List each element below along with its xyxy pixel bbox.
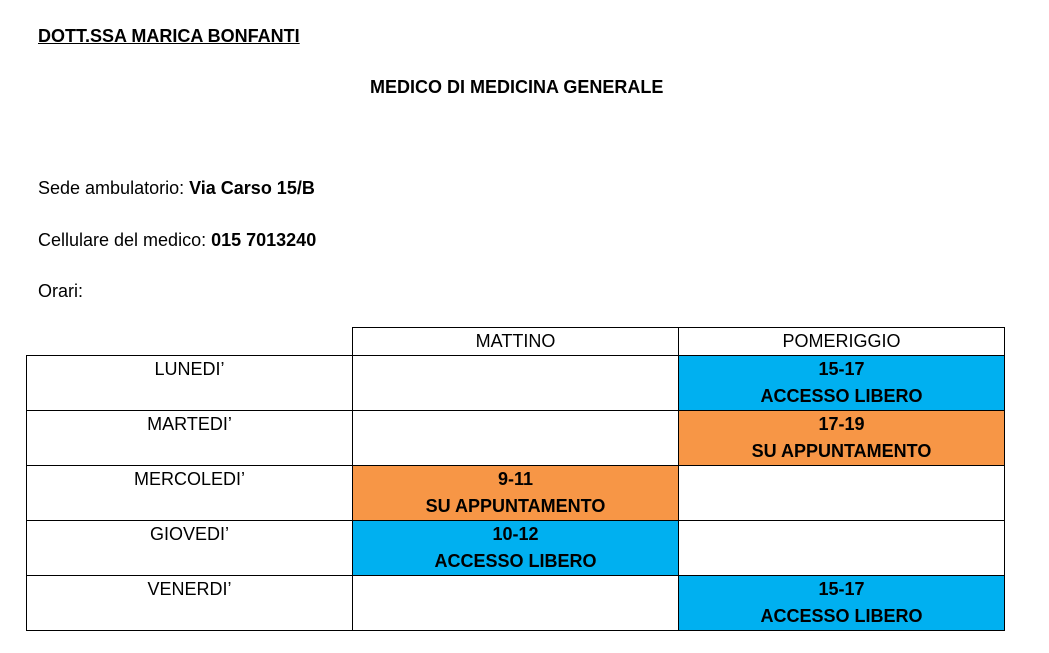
sede-value: Via Carso 15/B: [189, 178, 315, 198]
slot-mattino: [353, 356, 679, 411]
slot-mode: ACCESSO LIBERO: [760, 386, 923, 406]
schedule-table: [26, 327, 1005, 631]
schedule-row-mercoledi: [27, 466, 1005, 521]
day-label: MERCOLEDI’: [27, 466, 353, 521]
slot-mode: SU APPUNTAMENTO: [751, 441, 932, 461]
sede-line: [38, 178, 315, 199]
slot-pomeriggio: [679, 356, 1005, 411]
slot-mattino: [353, 521, 679, 576]
slot-pomeriggio: [679, 411, 1005, 466]
cellulare-line: [38, 230, 316, 251]
day-label: GIOVEDI’: [27, 521, 353, 576]
sede-label: Sede ambulatorio:: [38, 178, 190, 198]
cellulare-label: Cellulare del medico:: [38, 230, 212, 250]
column-header-pomeriggio: POMERIGGIO: [679, 328, 1005, 356]
schedule-row-lunedi: [27, 356, 1005, 411]
column-header-mattino: MATTINO: [353, 328, 679, 356]
slot-mode: ACCESSO LIBERO: [434, 551, 597, 571]
slot-time: 9-11: [497, 469, 534, 489]
corner-cell: [27, 328, 353, 356]
slot-mode: SU APPUNTAMENTO: [425, 496, 606, 516]
day-label: MARTEDI’: [27, 411, 353, 466]
schedule-row-venerdi: [27, 576, 1005, 631]
orari-label: Orari:: [38, 281, 83, 301]
cellulare-value: 015 7013240: [211, 230, 317, 250]
schedule-header-row: [27, 328, 1005, 356]
slot-mattino: [353, 576, 679, 631]
slot-time: 15-17: [818, 579, 865, 599]
slot-pomeriggio: [679, 466, 1005, 521]
slot-mattino: [353, 466, 679, 521]
schedule-row-giovedi: [27, 521, 1005, 576]
day-label: LUNEDI’: [27, 356, 353, 411]
doctor-name: DOTT.SSA MARICA BONFANTI: [38, 26, 300, 46]
slot-mode: ACCESSO LIBERO: [760, 606, 923, 626]
slot-time: 15-17: [818, 359, 865, 379]
day-label: VENERDI’: [27, 576, 353, 631]
schedule-row-martedi: [27, 411, 1005, 466]
slot-time: 10-12: [492, 524, 539, 544]
slot-time: 17-19: [818, 414, 865, 434]
doctor-role-title: MEDICO DI MEDICINA GENERALE: [370, 77, 664, 97]
slot-pomeriggio: [679, 576, 1005, 631]
slot-pomeriggio: [679, 521, 1005, 576]
slot-mattino: [353, 411, 679, 466]
